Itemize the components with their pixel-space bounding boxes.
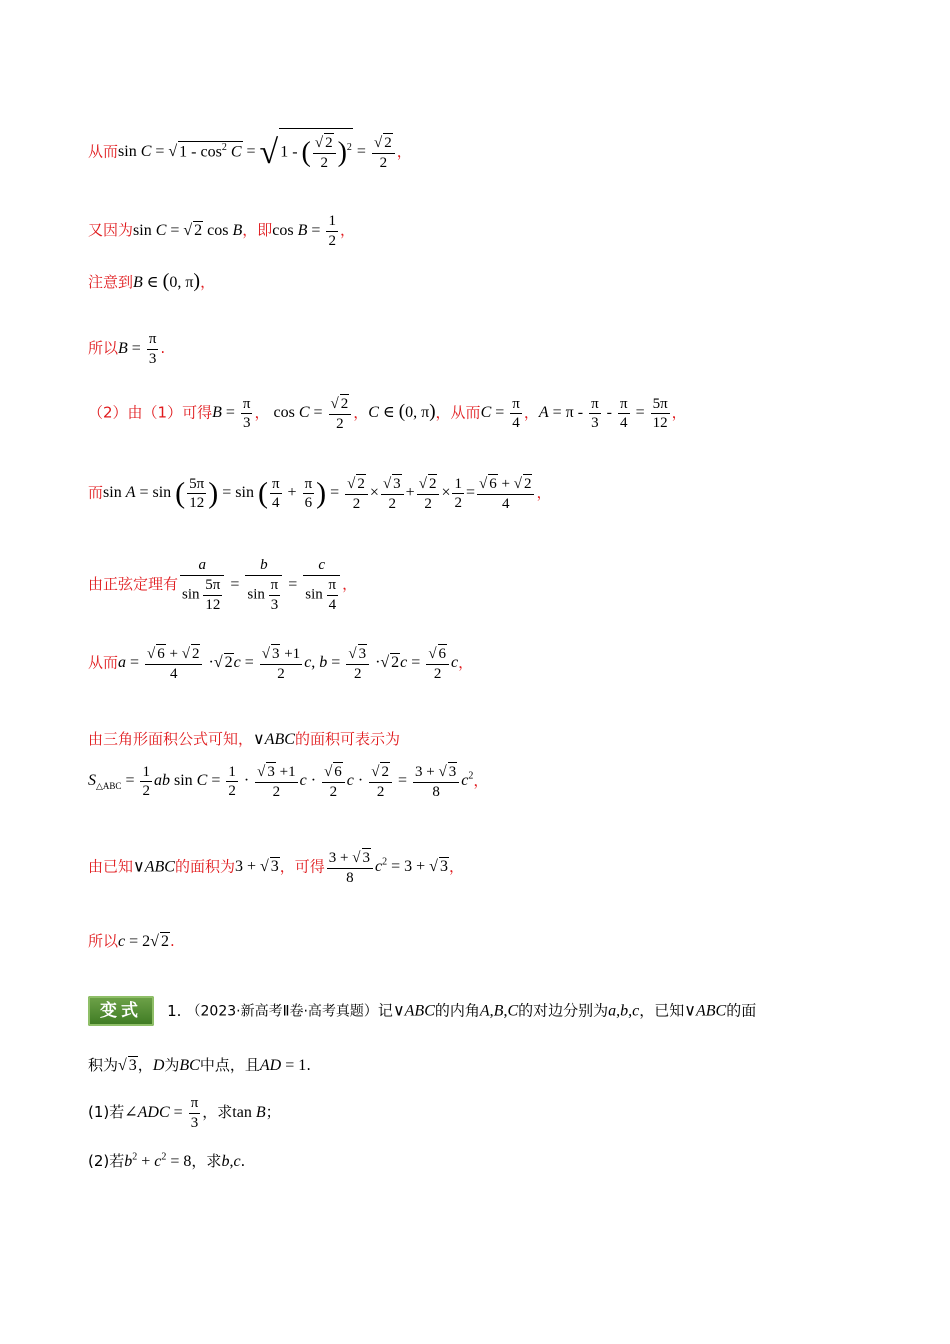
exercise-question-1: (1)若∠ADC = $\frac{\pi}{3}$ ，求tan B； [88, 1095, 281, 1131]
line-label: 由正弦定理有 [88, 574, 179, 593]
exercise-line-2: 积为√ 3，D为BC中点，且AD = 1. [88, 1054, 311, 1075]
line-connector: 的面积为 [174, 857, 235, 876]
line-connector-2: ，可得 [279, 857, 325, 876]
math-expression: a = √ $\frac{6 + √ 2}{4}$ ·√ 2c = √ $\frac{3 +1}{2}$ c, b = √ $\frac{3}{2}$ ·√ 2c = √ $\frac{6}{2}$ c [118, 654, 458, 671]
line-label: 所以 [88, 338, 119, 357]
line-label: 注意到 [88, 273, 134, 291]
exercise-source: （2023·新高考Ⅱ卷·高考真题） [186, 1003, 378, 1020]
solution-line-2: 又因为sin C = √ 2 cos B，即cos B = $\frac{1}{2}$ ， [88, 212, 355, 251]
line-label: （2）由（1）可得 [88, 403, 213, 422]
solution-line-7: 由正弦定理有 a sin $\frac{5\pi}{12}$ = b sin $\frac{\pi}{3}$ = c sin $\frac{\pi}{4}$ ， [88, 557, 358, 613]
math-expression: B = $\frac{\pi}{3}$ [212, 395, 251, 432]
math-expression: $S_{\triangle ABC}$ = $\frac{1}{2}$ ab sin C = $\frac{1}{2}$ · √ $\frac{3 +1}{2}$ c · √ $\frac{6}{2}$ c · √ $\frac{2}{2}$ = $\frac{3 + √ 3}{8}$ $c^2$ [88, 772, 473, 789]
solution-line-11: 由已知∨ABC的面积为3 + √ 3，可得 $\frac{3 + √ 3}{8}$ $c^2 = 3$ + √ 3， [88, 848, 464, 888]
line-connector: ，即 [242, 220, 273, 239]
solution-line-4: 所以B = $\frac{\pi}{3}$ . [88, 331, 166, 367]
line-label: 所以 [88, 932, 119, 950]
line-label: 从而 [88, 142, 119, 161]
exercise-badge: 变式 [88, 996, 154, 1026]
solution-line-6: 而sin A = sin ( $\frac{5\pi}{12}$ ) = sin ( $\frac{\pi}{4}$ + $\frac{\pi}{6}$ ) = √ $\frac{2}{2}$ × √ $\frac{3}{2}$ + √ $\frac{2}{2}$ × $\frac{1}{2}$ = √ $\frac{6 + √ 2}{4}$ ， [88, 474, 551, 514]
math-expression: cos B = $\frac{1}{2}$ [272, 213, 336, 249]
solution-line-12: 所以c = 2√ 2. [88, 930, 175, 951]
exercise-number: 1. [167, 1001, 182, 1020]
solution-line-8: 从而a = √ $\frac{6 + √ 2}{4}$ ·√ 2c = √ $\frac{3 +1}{2}$ c, b = √ $\frac{3}{2}$ ·√ 2c = √ $\frac{6}{2}$ c， [88, 644, 473, 684]
triangle-symbol: ∨ABC [253, 731, 295, 748]
line-label: 又因为 [88, 220, 134, 239]
solution-line-5: （2）由（1）可得B = $\frac{\pi}{3}$ ， cos C = √ $\frac{2}{2}$ ，C ∈ (0, π)，从而C = $\frac{\pi}{4}$ ，A = π - $\frac{\pi}{3}$ - $\frac{\pi}{4}$ = $\frac{5\pi}{12}$ ， [88, 394, 687, 434]
line-label: 由三角形面积公式可知， [88, 730, 254, 748]
solution-line-1: 从而sin C = √ $1 - \cos^2 C$ = √ 1 - ( √ $\frac{2}{2}$ )$^2$ = √ $\frac{2}{2}$ ， [88, 128, 412, 173]
math-expression: B = $\frac{\pi}{3}$ [118, 331, 157, 367]
exercise-line-1: 变式 1. （2023·新高考Ⅱ卷·高考真题）记∨ABC的内角A,B,C的对边分别为a,b,c，已知∨ABC的面 [88, 996, 756, 1026]
solution-line-9 [88, 728, 400, 749]
math-expression: B ∈ (0, π) [133, 270, 201, 292]
line-label: 而 [88, 483, 104, 502]
solution-line-3: 注意到B ∈ (0, π)， [88, 270, 216, 292]
line-label: 从而 [88, 653, 119, 672]
line-label: 由已知 [88, 857, 134, 876]
solution-line-10: $S_{\triangle ABC}$ = $\frac{1}{2}$ ab sin C = $\frac{1}{2}$ · √ $\frac{3 +1}{2}$ c · √ $\frac{6}{2}$ c · √ $\frac{2}{2}$ = $\frac{3 + √ 3}{8}$ $c^2$， [88, 762, 488, 802]
triangle-symbol: ∨ABC [133, 858, 175, 876]
math-expression: $\frac{3 + √ 3}{8}$ $c^2 = 3$ + √ 3 [325, 858, 449, 875]
math-expression: sin C = √ 2 cos B [133, 222, 242, 239]
math-expression: c = 2√ 2 [118, 933, 170, 950]
exercise-question-2: (2)若$b^2 + c^2 = 8$，求b,c. [88, 1151, 246, 1170]
math-expression: sin C = √ $1 - \cos^2 C$ = √ 1 - ( √ $\frac{2}{2}$ )$^2$ = √ $\frac{2}{2}$ [118, 143, 397, 160]
math-expression: a sin $\frac{5\pi}{12}$ = b sin $\frac{\pi}{3}$ = c sin $\frac{\pi}{4}$ [178, 576, 342, 593]
math-expression: sin A = sin ( $\frac{5\pi}{12}$ ) = sin ( $\frac{\pi}{4}$ + $\frac{\pi}{6}$ ) = √ $\frac{2}{2}$ × √ $\frac{3}{2}$ + √ $\frac{2}{2}$ × $\frac{1}{2}$ = √ $\frac{6 + √ 2}{4}$ [103, 484, 536, 501]
line-tail: 的面积可表示为 [294, 730, 400, 748]
line-connector: 从而 [450, 403, 481, 422]
